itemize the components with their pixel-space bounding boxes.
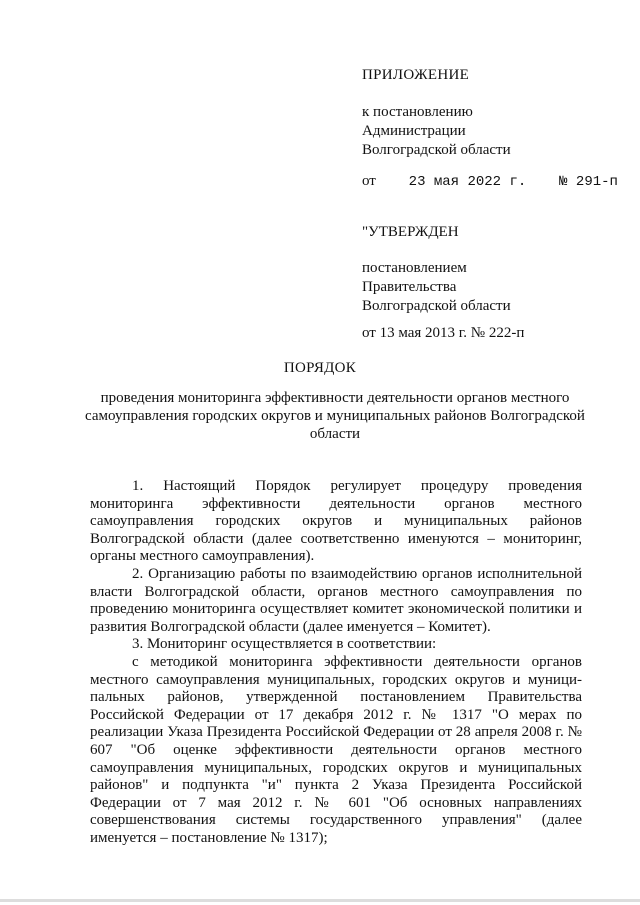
attachment-line: Администрации <box>362 123 466 139</box>
paragraph: с методикой мониторинга эффективности деятельности органов местного самоуправления муниципальных, городских округов и муници-пальных районов, утвержденной постановлением Правительства Российской Федерации от 17 декабря 2012 г. № 1317 "О мерах по реализации Указа Президента Российской Федерации от 28 апреля 2008 г. № 607 "Об оценке эффективности деятельности органов местного самоуправления муниципальных, городских округов и муниципальных районов" и подпункта "и" пункта 2 Указа Президента Российской Федерации от 7 мая 2012 г. № 601 "Об основных направлениях совершенствования системы государственного управления" (далее именуется – постановление № 1317); <box>90 653 582 846</box>
attachment-date-line <box>362 172 618 192</box>
attachment-date-prefix: от <box>362 173 376 189</box>
approved-title: "УТВЕРЖДЕН <box>362 224 459 240</box>
document-subtitle: проведения мониторинга эффективности деятельности органов местного самоуправления городских округов и муниципальных районов Волгоградской области <box>85 390 585 442</box>
attachment-title: ПРИЛОЖЕНИЕ <box>362 67 470 83</box>
attachment-date: 23 мая 2022 г. <box>408 174 527 190</box>
approved-line: Правительства <box>362 279 457 295</box>
attachment-number: № 291-п <box>559 174 618 190</box>
attachment-line: Волгоградской области <box>362 142 511 158</box>
paragraph: 3. Мониторинг осуществляется в соответствии: <box>132 636 437 653</box>
document-body <box>90 478 582 847</box>
attachment-reference <box>362 103 511 160</box>
approved-date-line: от 13 мая 2013 г. № 222-п <box>362 325 525 341</box>
scan-edge <box>0 899 640 902</box>
approved-line: постановлением <box>362 260 467 276</box>
paragraph: 1. Настоящий Порядок регулирует процедуру проведения мониторинга эффективности деятельности органов местного самоуправления городских округов и муниципальных районов Волгоградской области (далее соответственно именуются – мониторинг, органы местного самоуправления). <box>90 478 582 565</box>
approved-reference <box>362 259 511 316</box>
document-title: ПОРЯДОК <box>283 360 357 376</box>
paragraph: 2. Организацию работы по взаимодействию органов исполнительной власти Волгоградской области, органов местного самоуправления по проведению мониторинга осуществляет комитет экономической политики и развития Волгоградской области (далее именуется – Комитет). <box>90 565 582 635</box>
approved-line: Волгоградской области <box>362 298 511 314</box>
attachment-line: к постановлению <box>362 104 473 120</box>
